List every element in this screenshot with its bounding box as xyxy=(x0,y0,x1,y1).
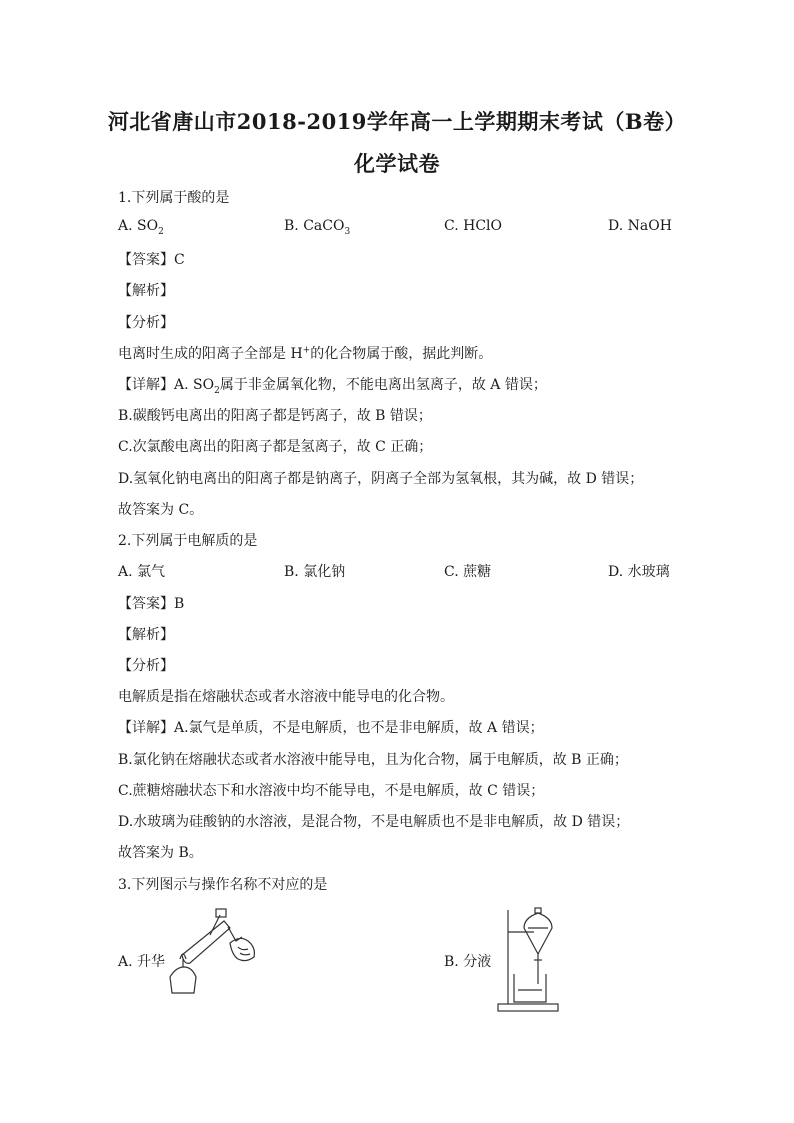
q2-detail-a: 【详解】A.氯气是单质，不是电解质，也不是非电解质，故 A 错误； xyxy=(118,720,544,736)
q2-fenxi: 电解质是指在熔融状态或者水溶液中能导电的化合物。 xyxy=(118,689,454,705)
q2-answer: 【答案】B xyxy=(118,596,185,612)
q2-option-c: C. 蔗糖 xyxy=(444,564,492,580)
q2-option-d: D. 水玻璃 xyxy=(608,564,670,580)
q1-option-a: A. $SO_2$ xyxy=(118,218,164,237)
q3-stem: 3.下列图示与操作名称不对应的是 xyxy=(118,877,328,893)
q3-option-b: B. 分液 xyxy=(444,954,492,970)
q2-detail-d: D.水玻璃为硅酸钠的水溶液，是混合物，不是电解质也不是非电解质，故 D 错误； xyxy=(118,814,630,830)
document-subtitle: 化学试卷 xyxy=(354,151,440,176)
q1-detail-b: B.碳酸钙电离出的阳离子都是钙离子，故 B 错误； xyxy=(118,408,432,424)
q3-option-a: A. 升华 xyxy=(118,954,166,970)
q2-detail-b: B.氯化钠在熔融状态或者水溶液中能导电，且为化合物，属于电解质，故 B 正确； xyxy=(118,752,628,768)
q2-option-a: A. 氯气 xyxy=(118,564,166,580)
q1-option-b: B. CaCO$_3$ xyxy=(284,218,351,237)
q1-option-d: D. NaOH xyxy=(608,218,672,234)
q1-stem: 1.下列属于酸的是 xyxy=(118,190,230,206)
q1-detail-d: D.氢氧化钠电离出的阳离子都是钠离子，阴离子全部为氢氧根，其为碱，故 D 错误； xyxy=(118,471,644,487)
q2-analysis-label: 【解析】 xyxy=(118,627,174,643)
q1-analysis-label: 【解析】 xyxy=(118,283,174,299)
separating-funnel-figure xyxy=(494,904,564,1016)
q1-detail-c: C.次氯酸电离出的阳离子都是氢离子，故 C 正确； xyxy=(118,439,433,455)
sublimation-apparatus-figure xyxy=(162,905,262,1000)
q1-answer: 【答案】C xyxy=(118,252,185,268)
q2-detail-c: C.蔗糖熔融状态下和水溶液中均不能导电，不是电解质，故 C 错误； xyxy=(118,783,545,799)
q1-detail-a: 【详解】A. $SO_2$属于非金属氧化物，不能电离出氢离子，故 A 错误； xyxy=(118,377,547,396)
q1-option-c: C. HClO xyxy=(444,218,502,234)
q1-conclusion: 故答案为 C。 xyxy=(118,502,204,518)
document-title: 河北省唐山市2018-2019学年高一上学期期末考试（B卷） xyxy=(107,109,687,134)
q1-fenxi: 电离时生成的阳离子全部是 H+的化合物属于酸，据此判断。 xyxy=(118,345,493,362)
q2-fenxi-label: 【分析】 xyxy=(118,658,174,674)
q2-stem: 2.下列属于电解质的是 xyxy=(118,533,258,549)
q2-conclusion: 故答案为 B。 xyxy=(118,845,203,861)
q1-fenxi-label: 【分析】 xyxy=(118,315,174,331)
q2-option-b: B. 氯化钠 xyxy=(284,564,346,580)
